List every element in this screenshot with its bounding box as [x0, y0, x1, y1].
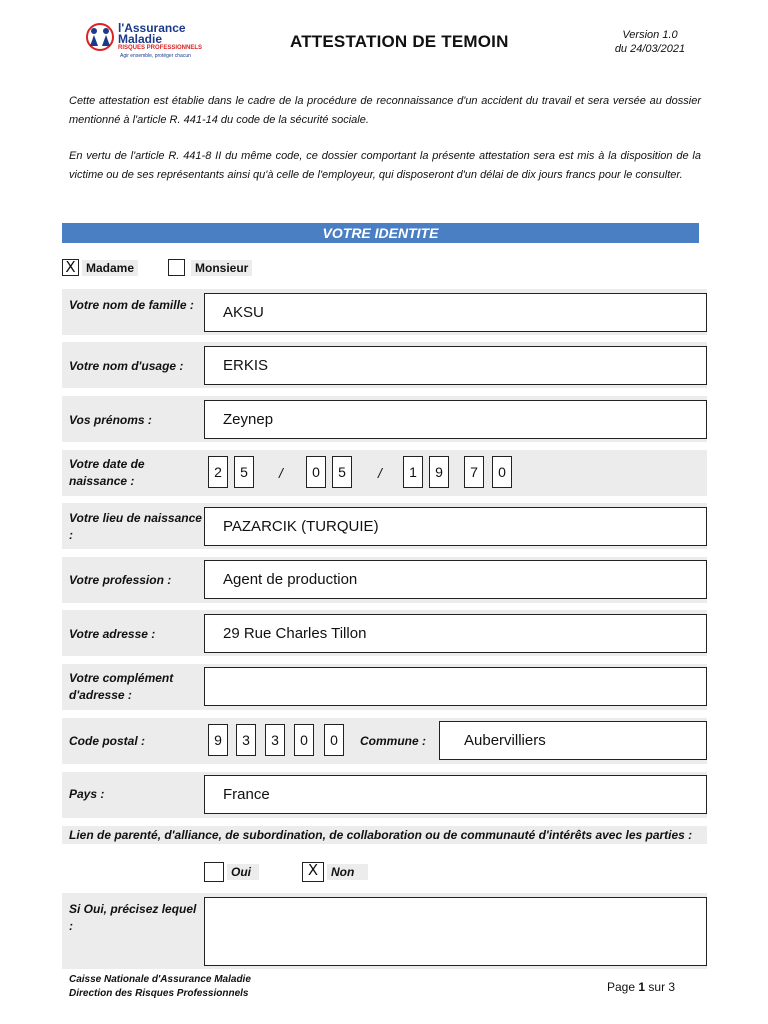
relation-oui-label: Oui — [227, 864, 259, 880]
monsieur-checkbox[interactable] — [168, 259, 185, 276]
complement-adresse-label: Votre complément d'adresse : — [69, 671, 174, 702]
version-date: du 24/03/2021 — [614, 43, 686, 55]
nom-famille-field[interactable]: AKSU — [204, 293, 707, 332]
profession-label: Votre profession : — [69, 573, 172, 587]
commune-label: Commune : — [360, 734, 426, 748]
relation-oui-checkbox[interactable] — [204, 862, 224, 882]
postal-digit-4[interactable]: 0 — [294, 724, 314, 756]
footer-line-2: Direction des Risques Professionnels — [69, 988, 249, 999]
birth-year-digit-2[interactable]: 9 — [429, 456, 449, 488]
logo-text-line1: l'Assurance — [118, 21, 186, 35]
page-total: 3 — [668, 980, 676, 994]
lieu-naissance-field[interactable]: PAZARCIK (TURQUIE) — [204, 507, 707, 546]
intro-paragraph-2: En vertu de l'article R. 441-8 II du même code, ce dossier comportant la présente attestation sera est mis à la disposition de la victime ou de ses représentants ainsi qu'à celle de l'employeur, qui disposeront d'un délai de dix jours francs pour le consulter. — [69, 150, 701, 181]
birth-year-digit-1[interactable]: 1 — [403, 456, 423, 488]
prenoms-label: Vos prénoms : — [69, 413, 152, 427]
date-naissance-label: Votre date de naissance : — [69, 457, 145, 488]
profession-field[interactable]: Agent de production — [204, 560, 707, 599]
pays-label: Pays : — [69, 787, 105, 801]
logo-text-line2: Maladie — [118, 32, 163, 46]
relation-non-checkbox[interactable]: X — [302, 862, 324, 882]
date-separator-1: / — [279, 465, 283, 481]
complement-adresse-field[interactable] — [204, 667, 707, 706]
lieu-naissance-label: Votre lieu de naissance : — [69, 511, 202, 542]
version-info — [600, 28, 700, 56]
relation-non-label: Non — [327, 864, 368, 880]
logo-tagline: Agir ensemble, protéger chacun — [120, 53, 191, 59]
monsieur-label: Monsieur — [191, 260, 252, 276]
birth-day-digit-1[interactable]: 2 — [208, 456, 228, 488]
logo-text-line3: RISQUES PROFESSIONNELS — [118, 45, 203, 51]
postal-digit-1[interactable]: 9 — [208, 724, 228, 756]
section-title-identite: VOTRE IDENTITE — [62, 223, 699, 243]
code-postal-label: Code postal : — [69, 734, 146, 748]
si-oui-label: Si Oui, précisez lequel : — [69, 902, 197, 933]
postal-digit-5[interactable]: 0 — [324, 724, 344, 756]
logo-figure-icon — [84, 22, 116, 52]
birth-month-digit-1[interactable]: 0 — [306, 456, 326, 488]
page-mid: sur — [648, 980, 666, 994]
commune-field[interactable]: Aubervilliers — [439, 721, 707, 760]
footer-organisation — [69, 973, 251, 1001]
intro-paragraph-1: Cette attestation est établie dans le cadre de la procédure de reconnaissance d'un accident du travail et sera versée au dossier mentionné à l'article R. 441-14 du code de la sécurité sociale. — [69, 95, 701, 126]
si-oui-field[interactable] — [204, 897, 707, 966]
prenoms-field[interactable]: Zeynep — [204, 400, 707, 439]
birth-year-digit-3[interactable]: 7 — [464, 456, 484, 488]
assurance-maladie-logo — [84, 22, 214, 66]
nom-usage-label: Votre nom d'usage : — [69, 359, 184, 373]
version-label: Version 1.0 — [622, 29, 678, 41]
footer-line-1: Caisse Nationale d'Assurance Maladie — [69, 974, 251, 985]
birth-month-digit-2[interactable]: 5 — [332, 456, 352, 488]
nom-famille-label: Votre nom de famille : — [69, 298, 194, 312]
postal-digit-3[interactable]: 3 — [265, 724, 285, 756]
birth-year-digit-4[interactable]: 0 — [492, 456, 512, 488]
page-prefix: Page — [607, 980, 636, 994]
birth-day-digit-2[interactable]: 5 — [234, 456, 254, 488]
relation-question: Lien de parenté, d'alliance, de subordination, de collaboration ou de communauté d'intérêts avec les parties : — [69, 828, 693, 842]
nom-usage-field[interactable]: ERKIS — [204, 346, 707, 385]
page-title: ATTESTATION DE TEMOIN — [290, 32, 509, 51]
madame-label: Madame — [82, 260, 138, 276]
page-current: 1 — [638, 980, 646, 994]
page-indicator — [607, 980, 675, 994]
adresse-label: Votre adresse : — [69, 627, 156, 641]
date-separator-2: / — [378, 465, 382, 481]
madame-checkbox[interactable]: X — [62, 259, 79, 276]
postal-digit-2[interactable]: 3 — [236, 724, 256, 756]
adresse-field[interactable]: 29 Rue Charles Tillon — [204, 614, 707, 653]
pays-field[interactable]: France — [204, 775, 707, 814]
